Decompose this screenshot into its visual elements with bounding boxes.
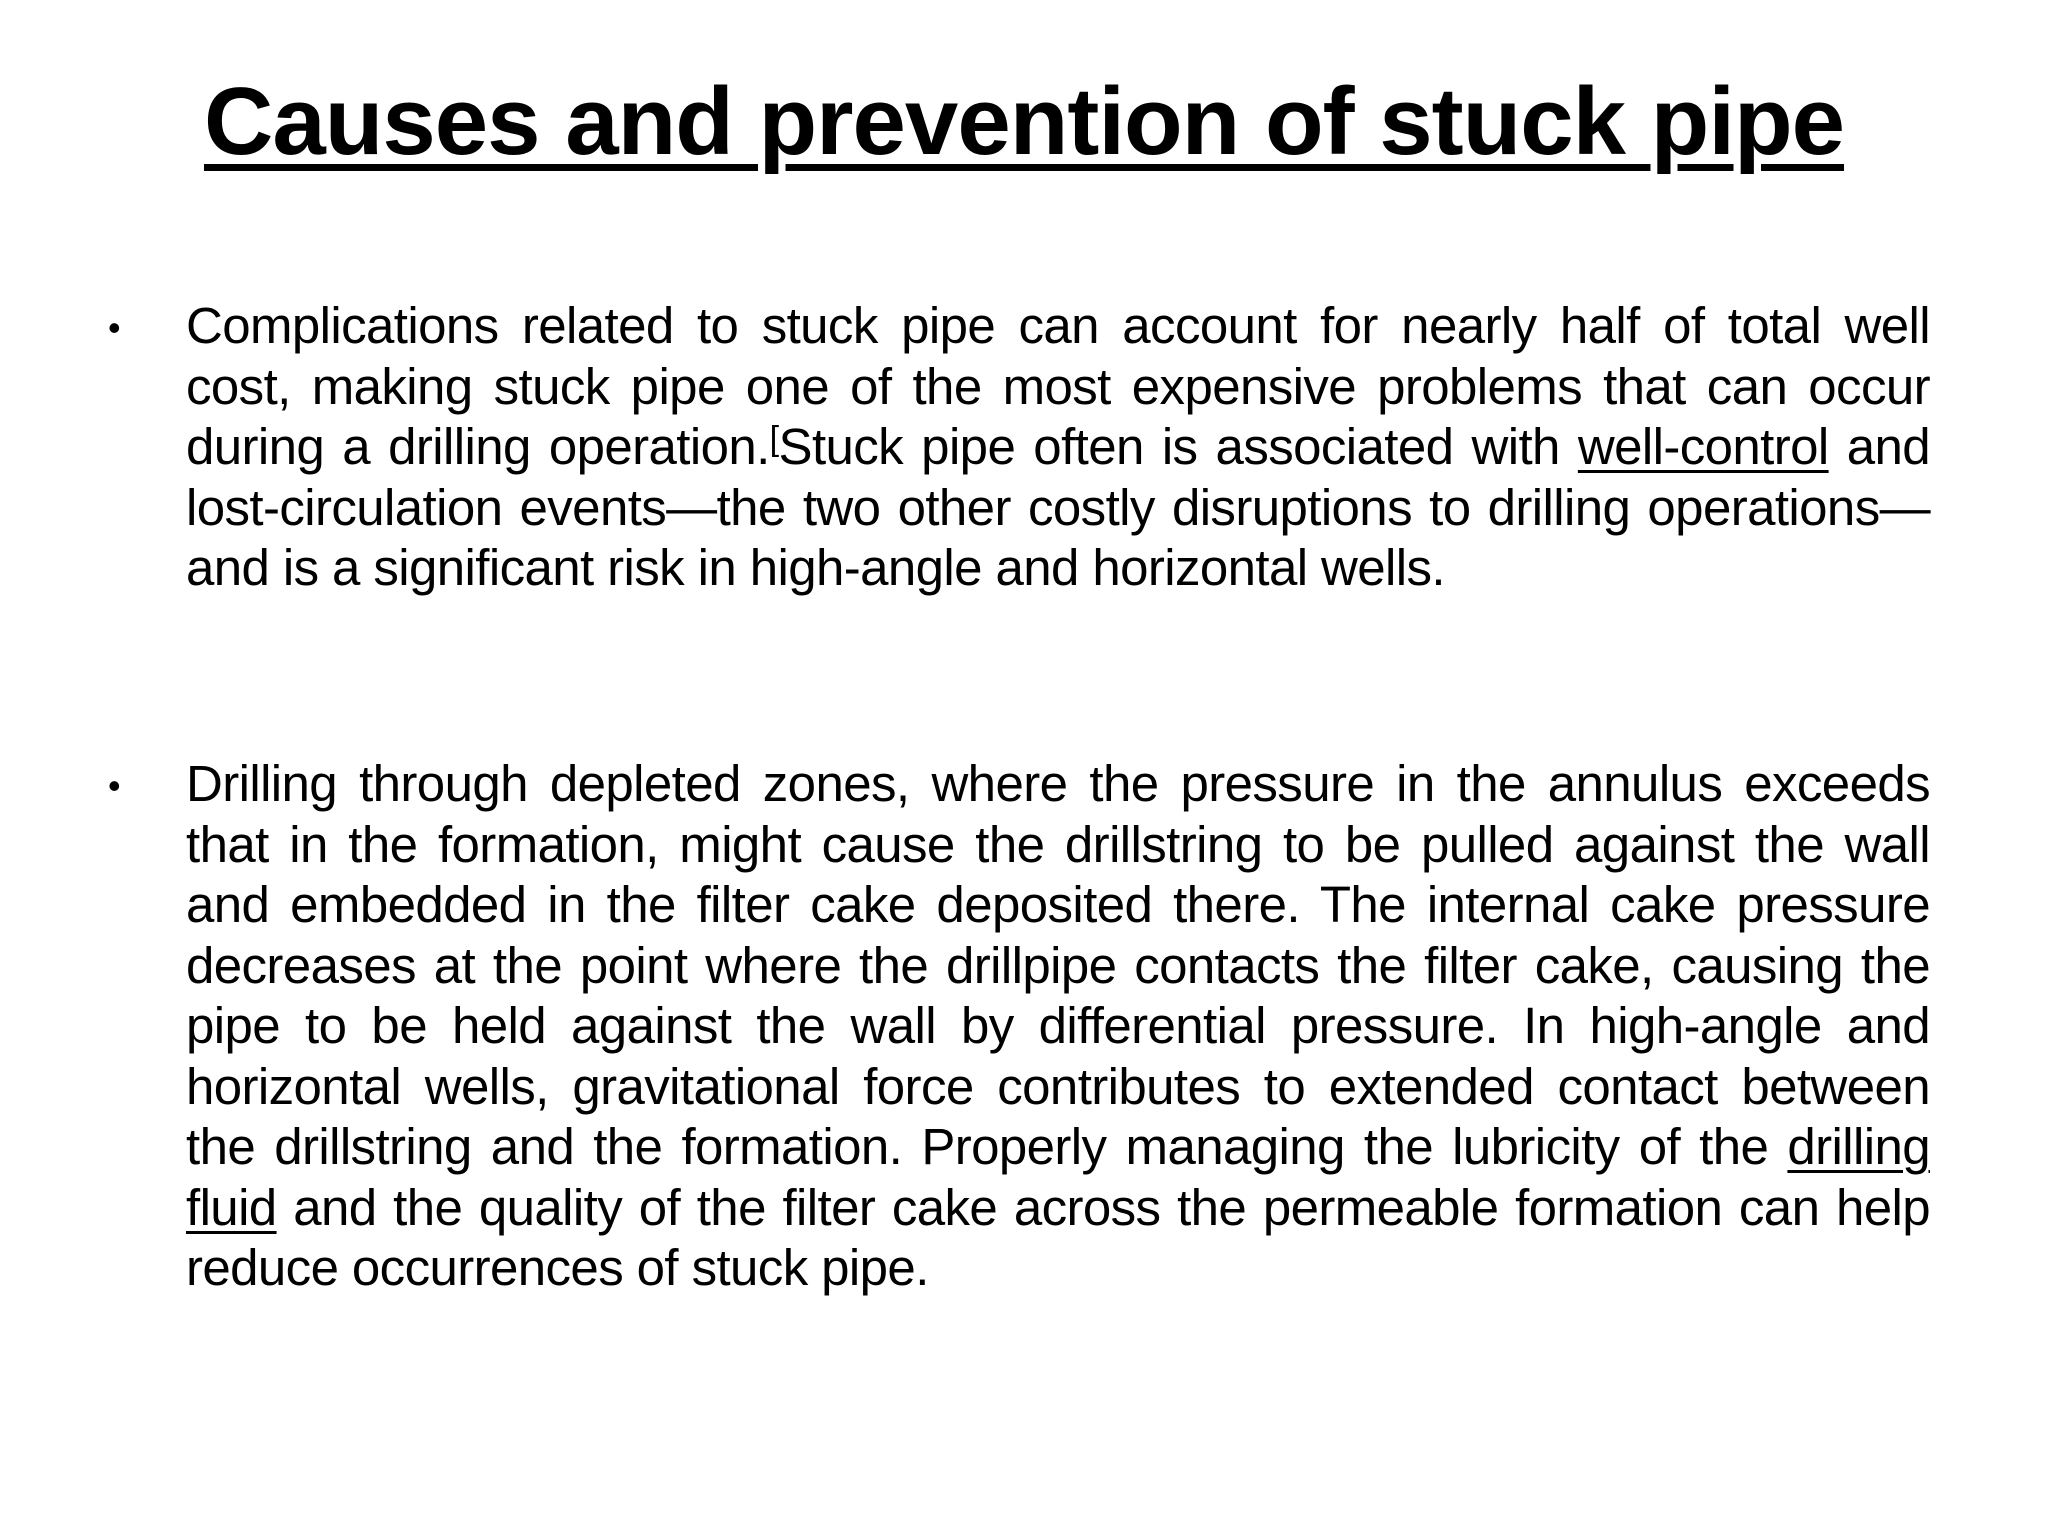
bullet-text-stuck-pipe-cost [186, 296, 1930, 599]
bullet-2-text-part-2: and the quality of the filter cake across the permeable formation can help reduce occurrences of stuck pipe. [186, 1178, 1930, 1296]
bullet-2-text-part-1: Drilling through depleted zones, where the pressure in the annulus exceeds that in the formation, might cause the drillstring to be pulled against the wall and embedded in the filter cake deposited there. The internal cake pressure decreases at the point where the drillpipe contacts the filter cake, causing the pipe to be held against the wall by differential pressure. In high-angle and horizontal wells, gravitational force contributes to extended contact between the drillstring and the formation. Properly managing the lubricity of the [186, 755, 1930, 1175]
bullet-marker: • [108, 307, 121, 348]
bullet-1-text-part-3: and lost-circulation events—the two other costly disruptions to drilling operations—and is a significant risk in high-angle and horizontal wells. [186, 418, 1930, 596]
reference-mark: [ [769, 420, 779, 458]
slide-title [0, 62, 2048, 182]
bullet-item-differential-sticking [108, 754, 1930, 1299]
bullet-1-text-part-2: Stuck pipe often is associated with [778, 418, 1578, 475]
slide-title-text: Causes and prevention of stuck pipe [203, 68, 1845, 175]
bullet-1-text-part-1: Complications related to stuck pipe can account for nearly half of total well cost, making stuck pipe one of the most expensive problems that can occur during a drilling operation. [186, 297, 1930, 475]
well-control-link[interactable]: well-control [1577, 418, 1829, 475]
bullet-item-stuck-pipe-cost [108, 296, 1930, 599]
drilling-fluid-link[interactable]: drilling fluid [186, 1118, 1930, 1236]
bullet-text-differential-sticking [186, 754, 1930, 1299]
bullet-marker: • [108, 765, 121, 806]
